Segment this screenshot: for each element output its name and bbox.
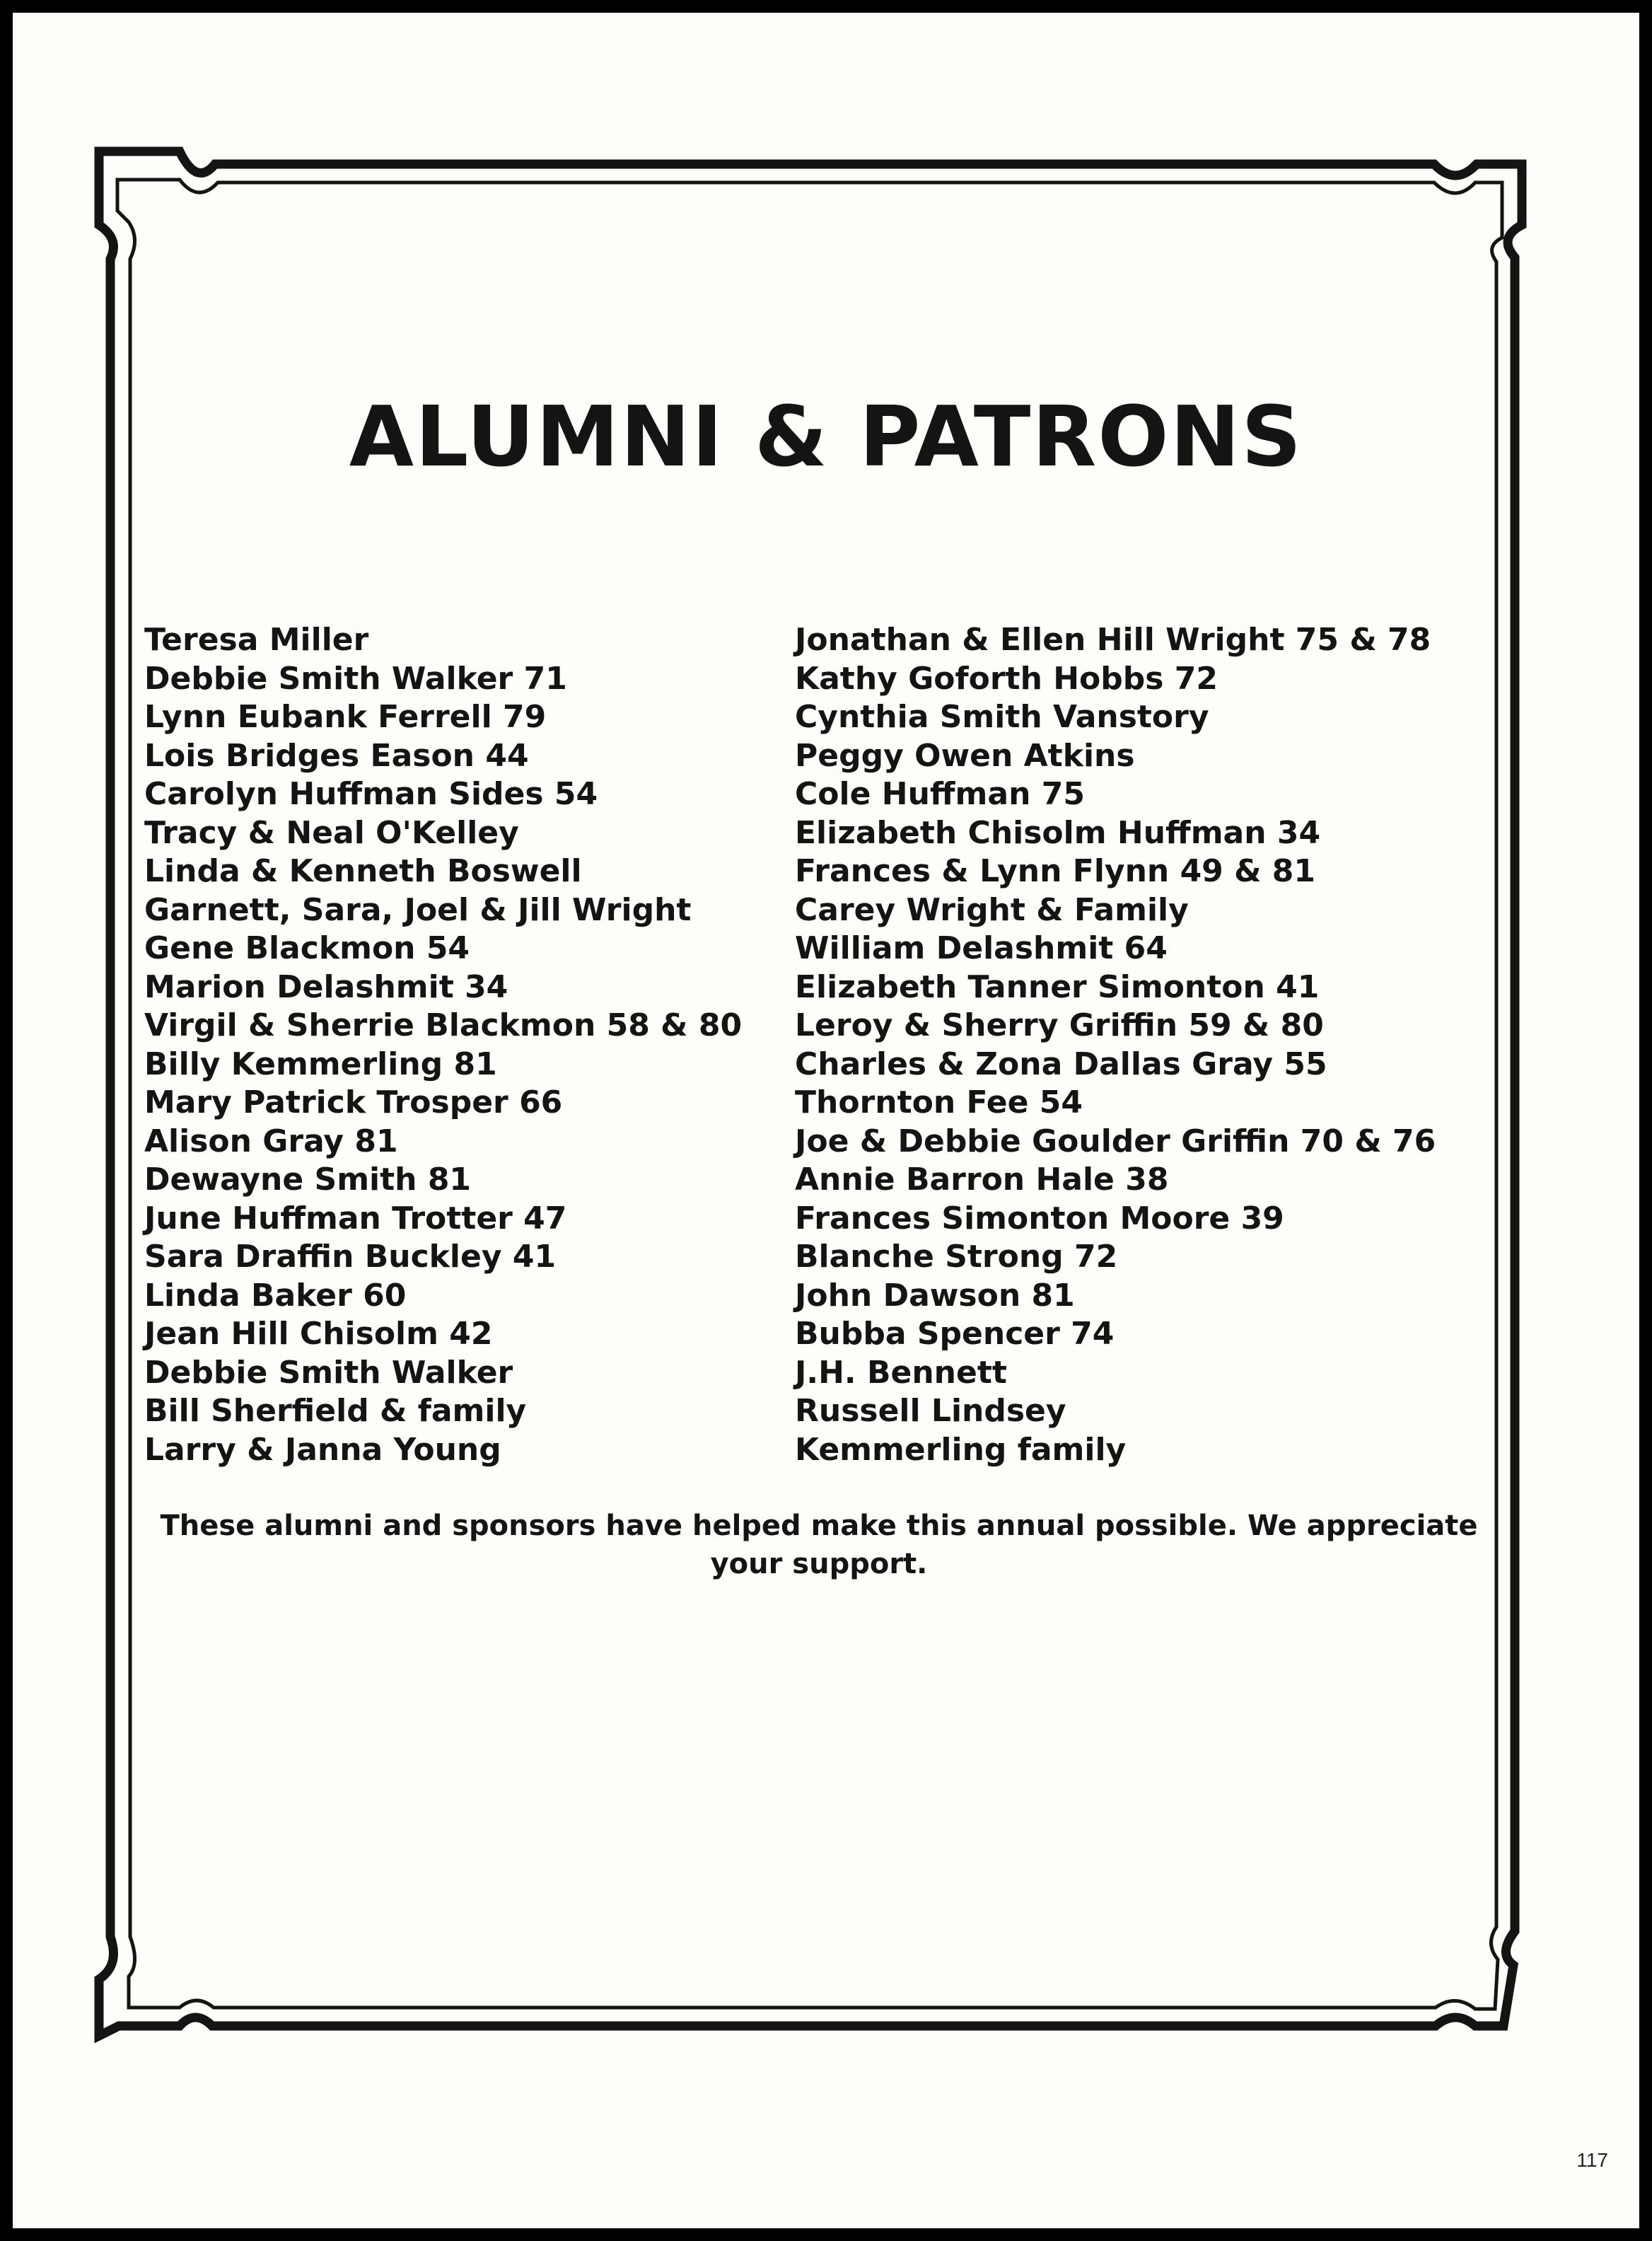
right-name-list	[795, 621, 1436, 1469]
list-item: Dewayne Smith 81	[144, 1162, 472, 1198]
list-item: Elizabeth Tanner Simonton 41	[795, 968, 1320, 1005]
list-item: June Huffman Trotter 47	[144, 1200, 567, 1237]
list-item: William Delashmit 64	[795, 930, 1168, 966]
list-item: Charles & Zona Dallas Gray 55	[795, 1046, 1327, 1082]
list-item: Leroy & Sherry Griffin 59 & 80	[795, 1007, 1324, 1043]
list-item: Debbie Smith Walker	[144, 1354, 513, 1391]
list-item: Lois Bridges Eason 44	[144, 737, 529, 774]
list-item: Marion Delashmit 34	[144, 968, 508, 1005]
list-item: Bubba Spencer 74	[795, 1316, 1115, 1352]
list-item: Annie Barron Hale 38	[795, 1162, 1169, 1198]
list-item: Alison Gray 81	[144, 1123, 398, 1159]
list-item: Carolyn Huffman Sides 54	[144, 776, 598, 812]
list-item: Lynn Eubank Ferrell 79	[144, 699, 547, 735]
list-item: Linda & Kenneth Boswell	[144, 853, 582, 889]
list-item: Mary Patrick Trosper 66	[144, 1084, 563, 1120]
list-item: Russell Lindsey	[795, 1393, 1066, 1429]
thank-you-note: These alumni and sponsors have helped make this annual possible. We appreciate your support.	[160, 1510, 1478, 1580]
page-number: 117	[1576, 2149, 1608, 2171]
list-item: Carey Wright & Family	[795, 891, 1189, 928]
list-item: Kemmerling family	[795, 1431, 1127, 1468]
list-item: Peggy Owen Atkins	[795, 737, 1135, 774]
list-item: Larry & Janna Young	[144, 1431, 501, 1468]
list-item: Frances Simonton Moore 39	[795, 1200, 1284, 1237]
list-item: Cole Huffman 75	[795, 776, 1085, 812]
list-item: Blanche Strong 72	[795, 1239, 1118, 1275]
list-item: Gene Blackmon 54	[144, 930, 470, 966]
list-item: Tracy & Neal O'Kelley	[144, 814, 519, 851]
list-item: Frances & Lynn Flynn 49 & 81	[795, 853, 1316, 889]
list-item: Jean Hill Chisolm 42	[144, 1316, 493, 1352]
list-item: Kathy Goforth Hobbs 72	[795, 660, 1218, 697]
list-item: Bill Sherfield & family	[144, 1393, 527, 1429]
list-item: Cynthia Smith Vanstory	[795, 699, 1209, 735]
list-item: John Dawson 81	[795, 1277, 1075, 1314]
list-item: Debbie Smith Walker 71	[144, 660, 567, 697]
list-item: Jonathan & Ellen Hill Wright 75 & 78	[795, 622, 1431, 658]
list-item: Joe & Debbie Goulder Griffin 70 & 76	[795, 1123, 1436, 1159]
yearbook-page	[13, 13, 1639, 2228]
list-item: Billy Kemmerling 81	[144, 1046, 497, 1082]
list-item: Virgil & Sherrie Blackmon 58 & 80	[144, 1007, 743, 1043]
list-item: Linda Baker 60	[144, 1277, 407, 1314]
list-item: Sara Draffin Buckley 41	[144, 1239, 557, 1275]
list-item: J.H. Bennett	[795, 1354, 1007, 1391]
page-title: ALUMNI & PATRONS	[349, 388, 1303, 485]
left-name-list	[144, 621, 742, 1469]
list-item: Thornton Fee 54	[795, 1084, 1083, 1120]
list-item: Teresa Miller	[144, 622, 369, 658]
list-item: Elizabeth Chisolm Huffman 34	[795, 814, 1321, 851]
list-item: Garnett, Sara, Joel & Jill Wright	[144, 891, 692, 928]
